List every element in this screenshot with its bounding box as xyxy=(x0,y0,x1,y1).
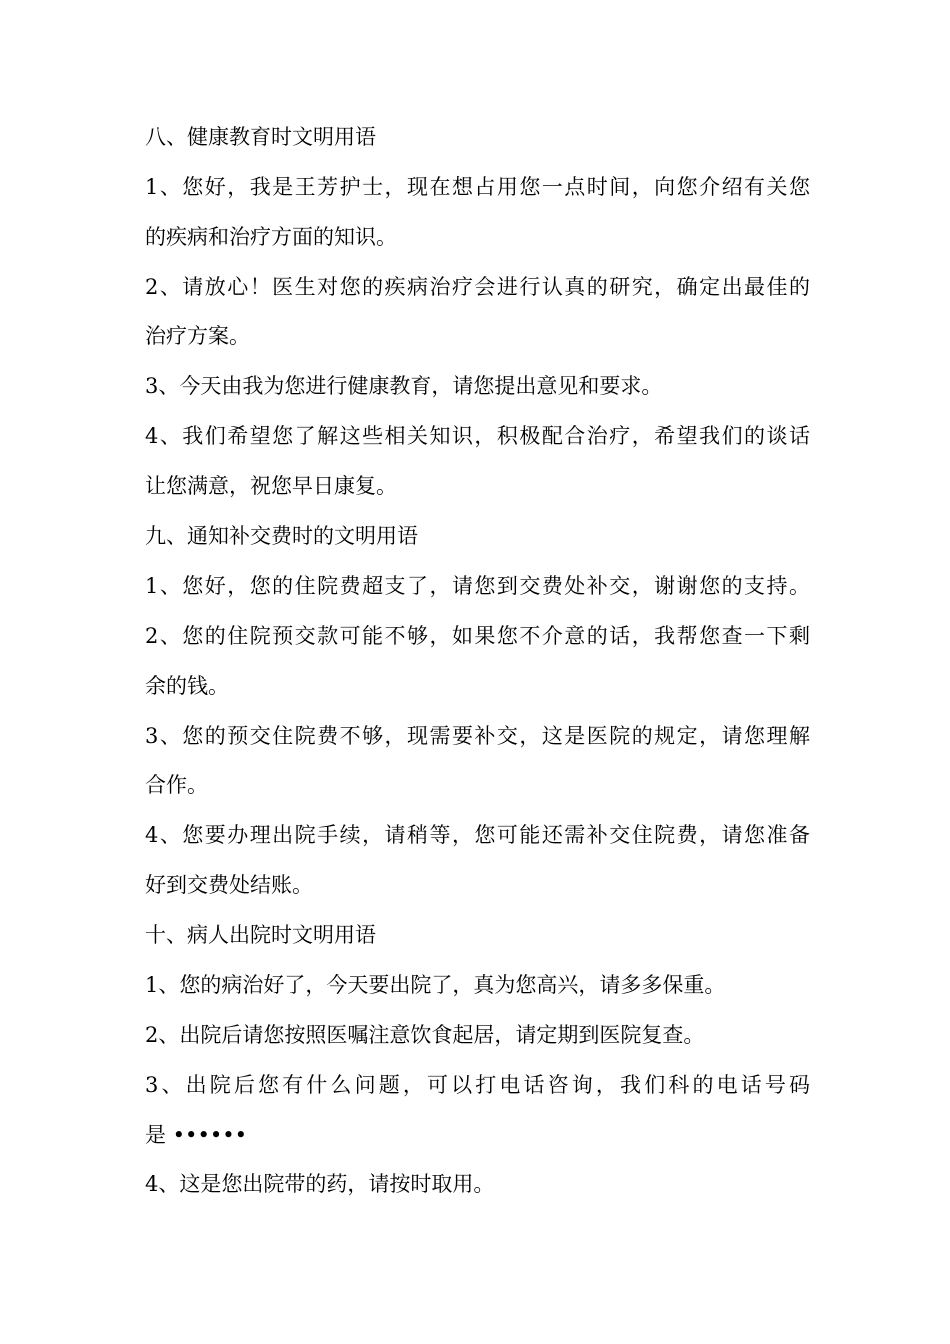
paragraph-line: 合作。 xyxy=(145,773,208,797)
paragraph-line: 1、您的病治好了，今天要出院了，真为您高兴，请多多保重。 xyxy=(145,973,726,997)
paragraph-line: 治疗方案。 xyxy=(145,324,250,348)
section-heading-discharge: 十、病人出院时文明用语 xyxy=(145,923,376,947)
paragraph-line: 2、您的住院预交款可能不够，如果您不介意的话，我帮您查一下剩 xyxy=(145,624,810,648)
paragraph-line: 3、今天由我为您进行健康教育，请您提出意见和要求。 xyxy=(145,374,663,398)
section-heading-payment-notice: 九、通知补交费时的文明用语 xyxy=(145,524,418,548)
paragraph-line: 2、请放心！医生对您的疾病治疗会进行认真的研究，确定出最佳的 xyxy=(145,275,810,299)
paragraph-line: 1、您好，您的住院费超支了，请您到交费处补交，谢谢您的支持。 xyxy=(145,574,810,598)
paragraph-line: 3、您的预交住院费不够，现需要补交，这是医院的规定，请您理解 xyxy=(145,724,810,748)
paragraph-line: 余的钱。 xyxy=(145,674,229,698)
paragraph-line: 的疾病和治疗方面的知识。 xyxy=(145,225,397,249)
paragraph-line: 2、出院后请您按照医嘱注意饮食起居，请定期到医院复查。 xyxy=(145,1023,705,1047)
paragraph-line: 让您满意，祝您早日康复。 xyxy=(145,474,397,498)
section-heading-health-education: 八、健康教育时文明用语 xyxy=(145,125,376,149)
paragraph-line: 4、我们希望您了解这些相关知识，积极配合治疗，希望我们的谈话 xyxy=(145,424,810,448)
paragraph-line: 是 •••••• xyxy=(145,1123,247,1147)
paragraph-line: 好到交费处结账。 xyxy=(145,873,313,897)
paragraph-line: 1、您好，我是王芳护士，现在想占用您一点时间，向您介绍有关您 xyxy=(145,175,810,199)
paragraph-line: 3、出院后您有什么问题，可以打电话咨询，我们科的电话号码 xyxy=(145,1073,810,1097)
paragraph-line: 4、您要办理出院手续，请稍等，您可能还需补交住院费，请您准备 xyxy=(145,823,810,847)
paragraph-line: 4、这是您出院带的药，请按时取用。 xyxy=(145,1172,495,1196)
